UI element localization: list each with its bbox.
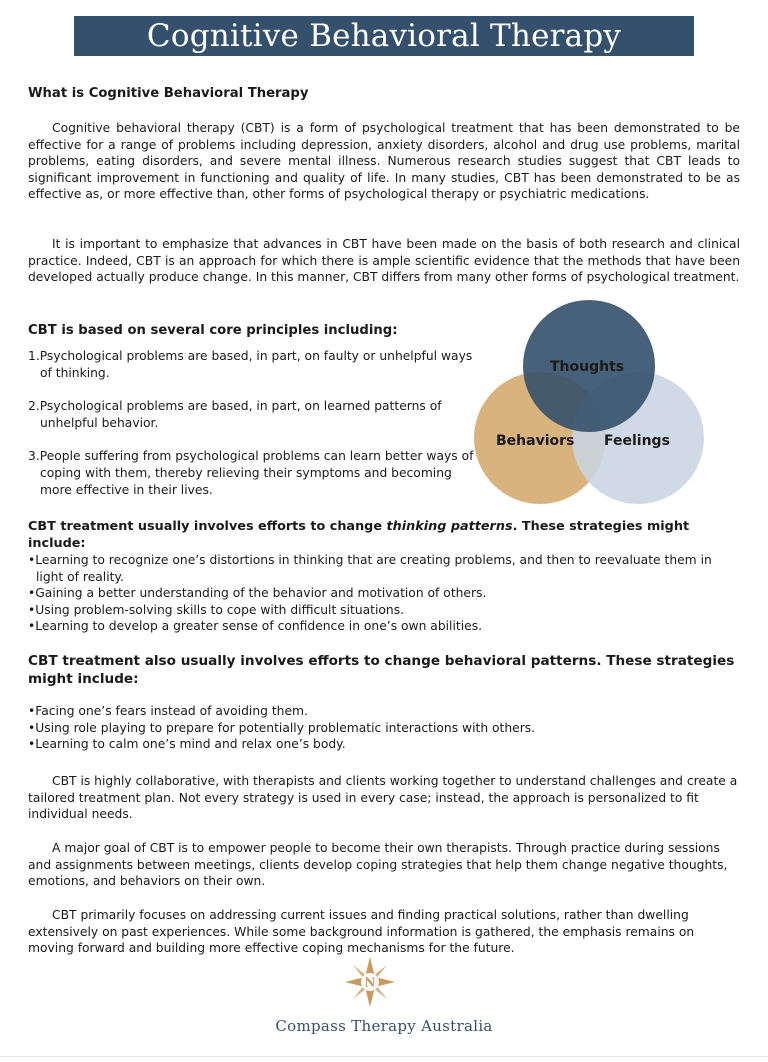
closing-paragraph-2: A major goal of CBT is to empower people to become their own therapists. Through practice during sessions and assignments between meetings, clients develop coping strategies that help them change negative thoughts, emotions, and behaviors on their own.	[28, 841, 728, 889]
behavioral-list-wrap	[28, 703, 740, 753]
thinking-heading	[28, 518, 740, 552]
thinking-item-1: •Learning to recognize one’s distortions in thinking that are creating problems, and then to reevaluate them in light of reality.	[28, 553, 712, 584]
bottom-divider	[0, 1056, 768, 1057]
behavioral-section	[28, 652, 740, 688]
thinking-section	[28, 518, 740, 552]
thinking-list	[28, 552, 740, 635]
thinking-list-wrap	[28, 552, 740, 635]
thinking-heading-pre: CBT treatment usually involves efforts to change	[28, 519, 387, 534]
behavioral-item-2: •Using role playing to prepare for potentially problematic interactions with others.	[28, 720, 536, 735]
intro-paragraph-2: It is important to emphasize that advances in CBT have been made on the basis of both research and clinical practice. Indeed, CBT is an approach for which there is ample scientific evidence that the methods that have been developed actually produce change. In this manner, CBT differs from many other forms of psychological treatment.	[28, 237, 740, 285]
thinking-heading-post: . These strategies might include:	[28, 519, 690, 551]
closing-paragraph-3: CBT primarily focuses on addressing current issues and finding practical solutions, rather than dwelling extensively on past experiences. While some background information is gathered, the emphasis remains on moving forward and building more effective coping mechanisms for the future.	[28, 908, 695, 956]
venn-label-behaviors: Behaviors	[496, 433, 575, 449]
logo-letter: N	[364, 975, 376, 990]
closing-paragraph-1: CBT is highly collaborative, with therapists and clients working together to understand challenges and create a tailored treatment plan. Not every strategy is used in every case; instead, the approach is personalized to fit individual needs.	[28, 774, 738, 822]
closing-paragraph-2-wrap	[28, 840, 740, 890]
principles-list	[28, 348, 478, 498]
venn-label-feelings: Feelings	[604, 433, 670, 449]
intro-paragraph-1-wrap	[28, 120, 740, 203]
compass-icon	[344, 956, 396, 1008]
thinking-item-3: •Using problem-solving skills to cope with difficult situations.	[28, 602, 405, 617]
page-title: Cognitive Behavioral Therapy	[74, 16, 694, 56]
behavioral-item-3: •Learning to calm one’s mind and relax one’s body.	[28, 737, 346, 752]
principles-section	[28, 322, 468, 339]
thinking-heading-emphasis: thinking patterns	[386, 519, 513, 534]
section-heading-what-is: What is Cognitive Behavioral Therapy	[28, 86, 309, 101]
principle-item-1: 1.Psychological problems are based, in part, on faulty or unhelpful ways of thinking.	[28, 349, 473, 380]
principle-item-2: 2.Psychological problems are based, in part, on learned patterns of unhelpful behavior.	[28, 399, 442, 430]
venn-label-thoughts: Thoughts	[550, 359, 625, 375]
behavioral-heading: CBT treatment also usually involves efforts to change behavioral patterns. These strategies might include:	[28, 653, 735, 687]
closing-paragraph-3-wrap	[28, 907, 740, 957]
behavioral-list	[28, 703, 740, 753]
behavioral-item-1: •Facing one’s fears instead of avoiding them.	[28, 704, 308, 718]
closing-paragraph-1-wrap	[28, 773, 740, 823]
venn-diagram	[470, 298, 710, 508]
intro-paragraph-1: Cognitive behavioral therapy (CBT) is a form of psychological treatment that has been demonstrated to be effective for a range of problems including depression, anxiety disorders, alcohol and drug use problems, marital problems, eating disorders, and severe mental illness. Numerous research studies suggest that CBT leads to significant improvement in functioning and quality of life. In many studies, CBT has been demonstrated to be as effective as, or more effective than, other forms of psychological therapy or psychiatric medications.	[28, 121, 740, 202]
principle-item-3: 3.People suffering from psychological problems can learn better ways of coping with them, thereby relieving their symptoms and becoming more effective in their lives.	[28, 449, 474, 497]
intro-section	[28, 85, 740, 102]
principles-list-wrap	[28, 348, 478, 515]
thinking-item-4: •Learning to develop a greater sense of confidence in one’s own abilities.	[28, 619, 483, 634]
thinking-item-2: •Gaining a better understanding of the behavior and motivation of others.	[28, 586, 487, 601]
intro-paragraph-2-wrap	[28, 236, 740, 286]
principles-heading: CBT is based on several core principles including:	[28, 323, 398, 338]
brand-name: Compass Therapy Australia	[275, 1017, 493, 1035]
